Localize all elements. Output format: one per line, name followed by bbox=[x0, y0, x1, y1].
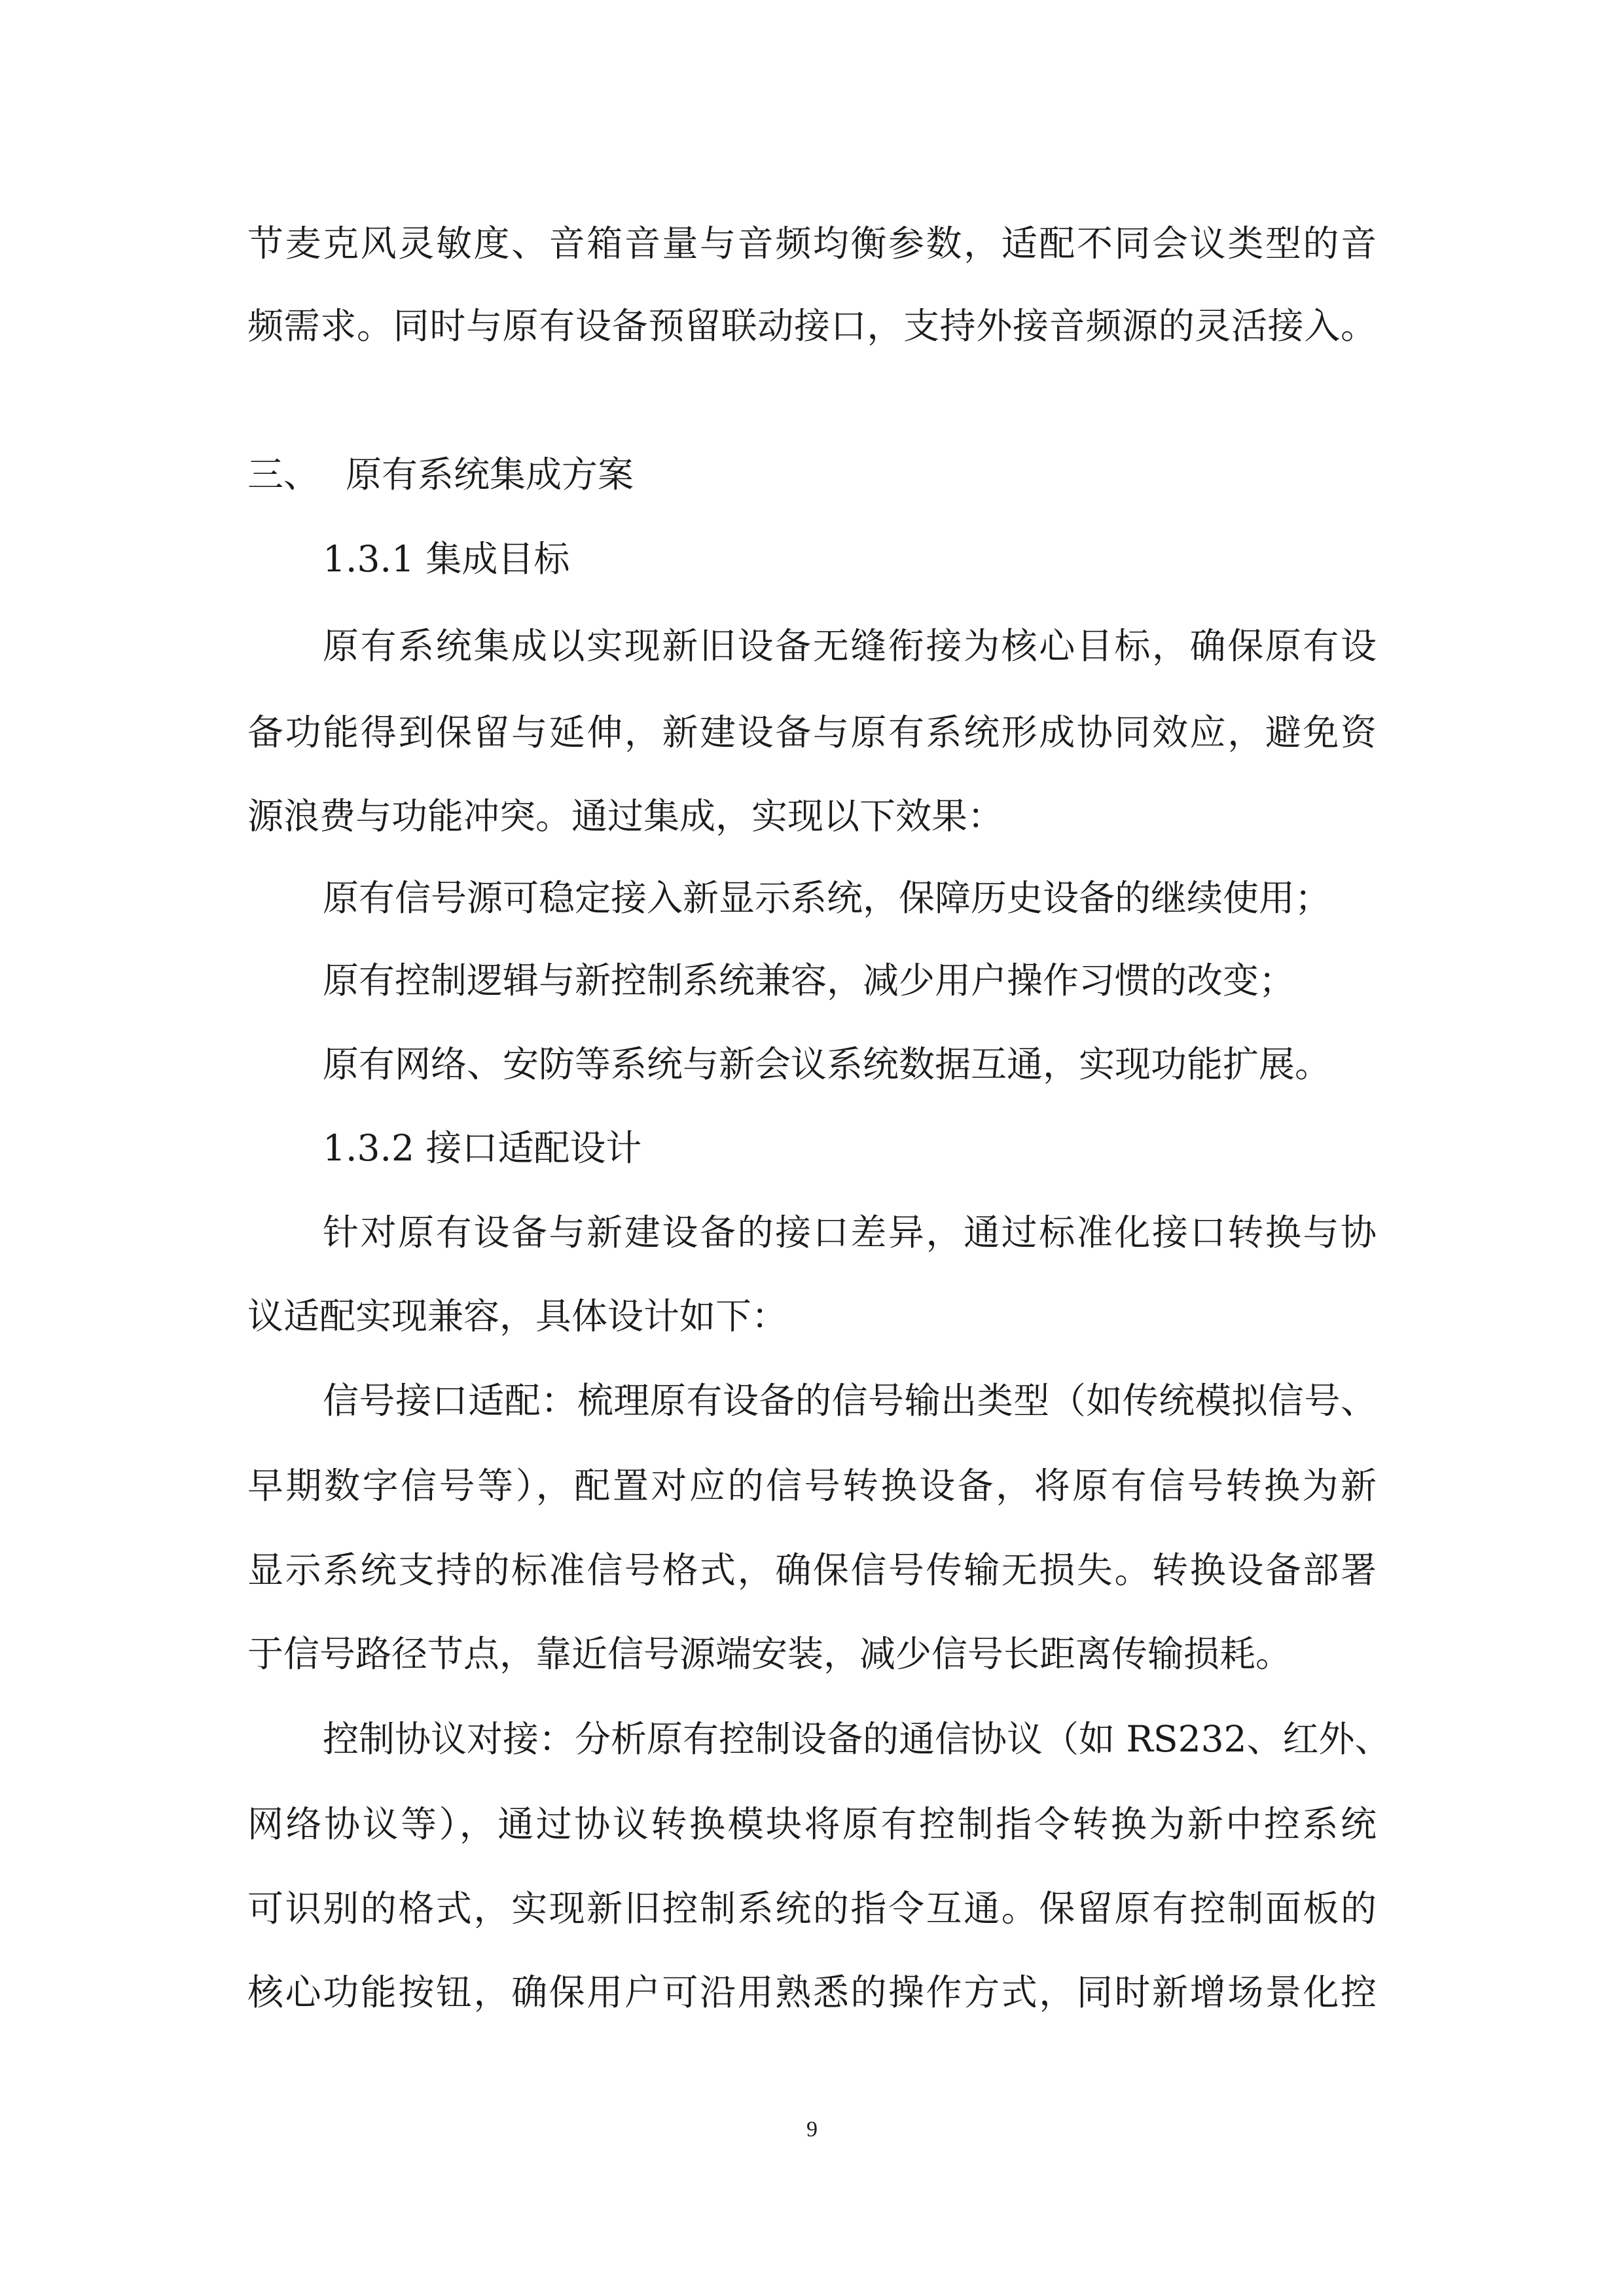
paragraph-line: 节麦克风灵敏度、音箱音量与音频均衡参数，适配不同会议类型的音 bbox=[247, 223, 1377, 264]
paragraph-line: 信号接口适配：梳理原有设备的信号输出类型（如传统模拟信号、 bbox=[323, 1380, 1377, 1422]
page-number: 9 bbox=[806, 2117, 818, 2142]
list-item: 原有信号源可稳定接入新显示系统，保障历史设备的继续使用； bbox=[323, 877, 1331, 919]
paragraph-line: 早期数字信号等），配置对应的信号转换设备，将原有信号转换为新 bbox=[247, 1465, 1377, 1507]
paragraph-line: 于信号路径节点，靠近信号源端安装，减少信号长距离传输损耗。 bbox=[247, 1633, 1292, 1675]
section-heading bbox=[247, 451, 634, 498]
paragraph-line: 频需求。同时与原有设备预留联动接口，支持外接音频源的灵活接入。 bbox=[247, 305, 1377, 347]
section-number: 三、 bbox=[247, 454, 320, 495]
paragraph-line: 针对原有设备与新建设备的接口差异，通过标准化接口转换与协 bbox=[323, 1211, 1377, 1253]
paragraph-line: 核心功能按钮，确保用户可沿用熟悉的操作方式，同时新增场景化控 bbox=[247, 1971, 1377, 2013]
list-item: 原有网络、安防等系统与新会议系统数据互通，实现功能扩展。 bbox=[323, 1043, 1331, 1085]
paragraph-line: 控制协议对接：分析原有控制设备的通信协议（如 RS232、红外、 bbox=[323, 1718, 1391, 1760]
paragraph-line: 网络协议等），通过协议转换模块将原有控制指令转换为新中控系统 bbox=[247, 1803, 1377, 1845]
subsection-heading: 1.3.1 集成目标 bbox=[323, 538, 570, 580]
paragraph-line: 显示系统支持的标准信号格式，确保信号传输无损失。转换设备部署 bbox=[247, 1549, 1377, 1591]
section-title: 原有系统集成方案 bbox=[346, 454, 634, 495]
list-item: 原有控制逻辑与新控制系统兼容，减少用户操作习惯的改变； bbox=[323, 960, 1295, 1001]
paragraph-line: 源浪费与功能冲突。通过集成，实现以下效果： bbox=[247, 795, 1004, 837]
paragraph-line: 议适配实现兼容，具体设计如下： bbox=[247, 1295, 788, 1337]
subsection-heading: 1.3.2 接口适配设计 bbox=[323, 1127, 642, 1169]
paragraph-line: 可识别的格式，实现新旧控制系统的指令互通。保留原有控制面板的 bbox=[247, 1888, 1377, 1929]
paragraph-line: 备功能得到保留与延伸，新建设备与原有系统形成协同效应，避免资 bbox=[247, 711, 1377, 753]
paragraph-line: 原有系统集成以实现新旧设备无缝衔接为核心目标，确保原有设 bbox=[323, 625, 1377, 667]
